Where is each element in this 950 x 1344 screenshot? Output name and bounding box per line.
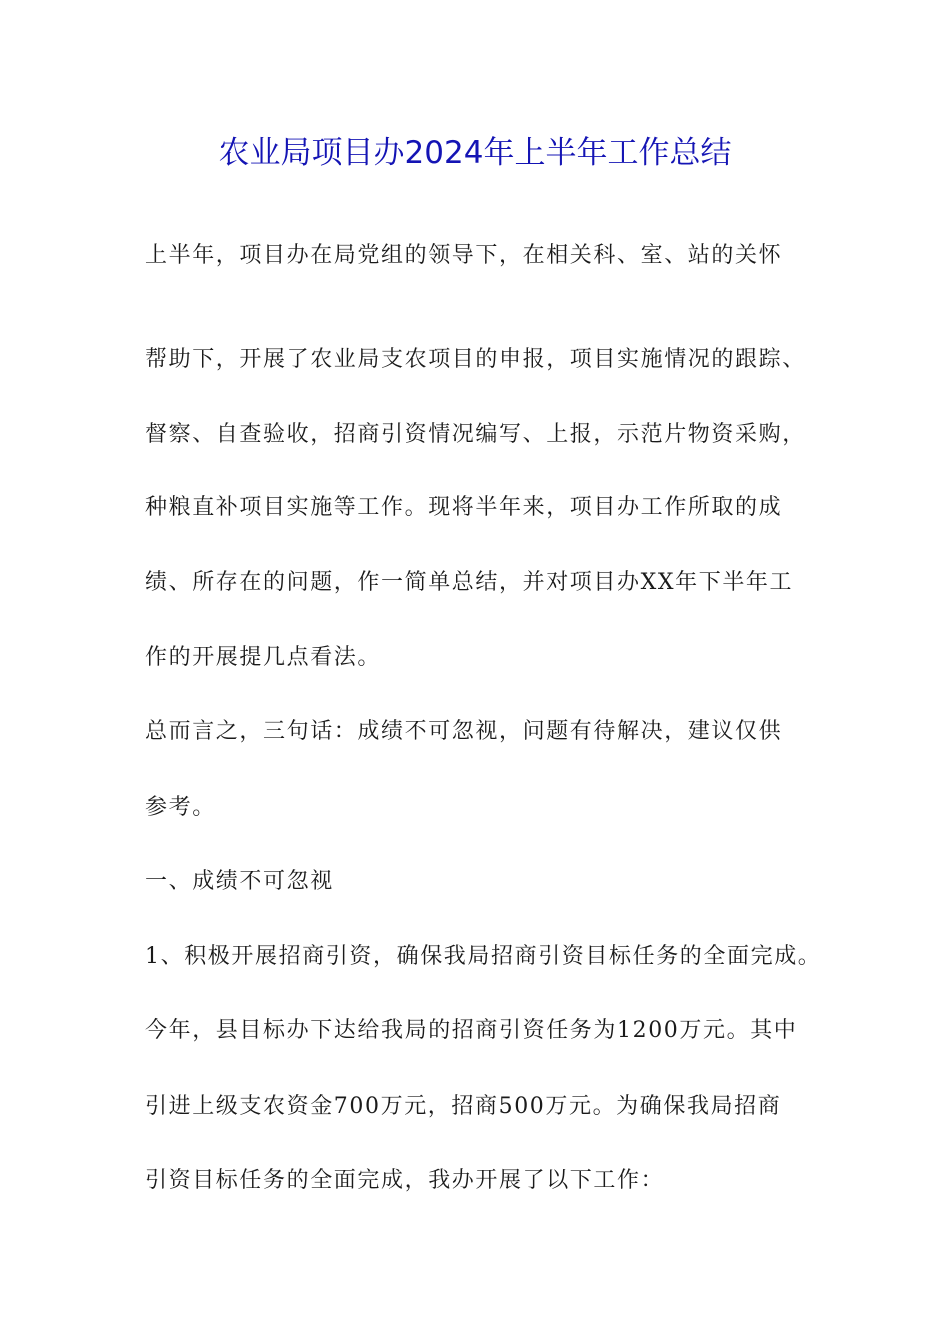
paragraph-line: 上半年，项目办在局党组的领导下，在相关科、室、站的关怀 xyxy=(145,243,783,268)
paragraph-line: 种粮直补项目实施等工作。现将半年来，项目办工作所取的成 xyxy=(145,495,783,520)
paragraph-line: 引进上级支农资金700万元，招商500万元。为确保我局招商 xyxy=(145,1094,782,1119)
paragraph-line: 督察、自查验收，招商引资情况编写、上报，示范片物资采购， xyxy=(145,422,806,447)
paragraph-line: 引资目标任务的全面完成，我办开展了以下工作： xyxy=(145,1168,665,1193)
paragraph-line: 1、积极开展招商引资，确保我局招商引资目标任务的全面完成。 xyxy=(145,944,822,969)
paragraph-line: 总而言之，三句话：成绩不可忽视，问题有待解决，建议仅供 xyxy=(145,719,783,744)
paragraph-line: 帮助下，开展了农业局支农项目的申报，项目实施情况的跟踪、 xyxy=(145,347,806,372)
paragraph-line: 今年，县目标办下达给我局的招商引资任务为1200万元。其中 xyxy=(145,1018,798,1043)
section-heading: 一、成绩不可忽视 xyxy=(145,869,334,894)
paragraph-line: 参考。 xyxy=(145,795,216,820)
paragraph-line: 作的开展提几点看法。 xyxy=(145,645,382,670)
paragraph-line: 绩、所存在的问题，作一简单总结，并对项目办XX年下半年工 xyxy=(145,570,794,595)
document-title: 农业局项目办2024年上半年工作总结 xyxy=(218,135,732,171)
